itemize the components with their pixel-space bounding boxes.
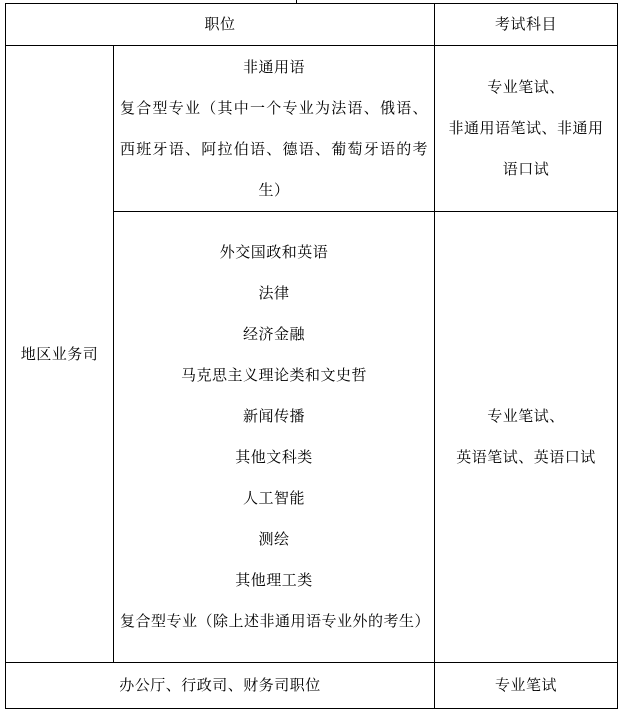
group-a-positions — [114, 46, 435, 212]
position-item: 复合型专业（除上述非通用语专业外的考生） — [120, 612, 431, 630]
group-b-subjects — [435, 212, 618, 663]
group-a-subjects — [435, 46, 618, 212]
position-item: 人工智能 — [243, 489, 306, 507]
position-item: 马克思主义理论类和文史哲 — [181, 366, 368, 384]
subject-line: 专业笔试、 — [487, 407, 565, 425]
position-item: 经济金融 — [243, 325, 306, 343]
regional-dept-label: 地区业务司 — [6, 46, 114, 663]
header-subjects: 考试科目 — [435, 4, 618, 46]
position-item: 测绘 — [258, 530, 290, 548]
table-row — [6, 46, 618, 212]
position-item: 外交国政和英语 — [219, 243, 329, 261]
exam-subjects-table — [5, 3, 618, 709]
table-row — [6, 663, 618, 709]
subject-line: 英语笔试、英语口试 — [456, 448, 596, 466]
header-row — [6, 4, 618, 46]
subject-line: 专业笔试、 — [487, 78, 565, 96]
position-item: 其他文科类 — [235, 448, 313, 466]
header-position: 职位 — [6, 4, 435, 46]
office-subjects: 专业笔试 — [435, 663, 618, 709]
subject-line: 非通用语笔试、非通用 — [448, 119, 604, 137]
group-b-positions — [114, 212, 435, 663]
position-item: 复合型专业（其中一个专业为法语、俄语、西班牙语、阿拉伯语、德语、葡萄牙语的考生） — [120, 98, 429, 199]
position-item: 法律 — [258, 284, 290, 302]
position-item: 新闻传播 — [243, 407, 306, 425]
office-position: 办公厅、行政司、财务司职位 — [6, 663, 435, 709]
position-item: 其他理工类 — [235, 571, 313, 589]
position-item: 非通用语 — [243, 57, 306, 76]
subject-line: 语口试 — [502, 160, 550, 178]
